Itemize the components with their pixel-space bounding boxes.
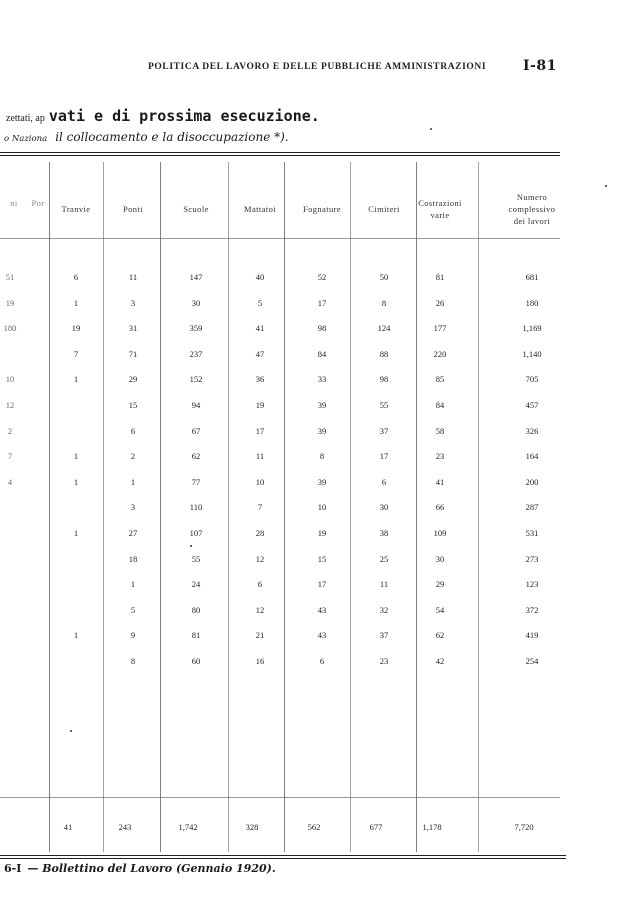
total-cell: 328: [245, 822, 259, 832]
table-cell: 1: [73, 476, 79, 487]
left-cut-header: Por: [31, 198, 45, 208]
table-cell: 1,140: [522, 348, 542, 359]
table-cell: 37: [379, 630, 389, 641]
table-cell: 29: [128, 374, 138, 385]
table-cell: 85: [435, 374, 445, 385]
column-header: Ponti: [123, 204, 143, 214]
table-cell: 15: [317, 553, 327, 564]
table-cell: 39: [317, 425, 327, 436]
total-cell: 7,720: [514, 822, 534, 832]
table-cell: 98: [379, 374, 389, 385]
table-cell: 62: [435, 630, 445, 641]
table-cell: 17: [317, 297, 327, 308]
table-cell: 254: [525, 656, 539, 666]
table-cell: 10: [255, 476, 265, 487]
table-cell: 19: [255, 400, 265, 410]
table-cell: 531: [525, 528, 539, 538]
table-cell: 147: [189, 272, 203, 282]
table-title: [6, 107, 320, 125]
column-header: Mattatoi: [244, 204, 276, 214]
table-cell: 3: [130, 502, 136, 513]
table-cell: 110: [189, 502, 203, 513]
table-cell: 1: [130, 579, 136, 590]
table-cell: 77: [191, 476, 201, 487]
table-cell: 50: [379, 272, 389, 282]
table-cell: 7: [257, 502, 263, 513]
bottom-rule: [0, 855, 566, 856]
footer-text: — Bollettino del Lavoro (Gennaio 1920).: [27, 862, 276, 875]
table-cell: 10: [317, 502, 327, 513]
left-cut-cell: 2: [7, 425, 13, 436]
table-cell: 39: [317, 400, 327, 410]
table-cell: 30: [435, 553, 445, 564]
table-cell: 81: [191, 630, 201, 641]
table-cell: 8: [319, 451, 325, 462]
table-cell: 19: [317, 528, 327, 538]
table-cell: 6: [257, 579, 263, 590]
table-cell: 12: [255, 604, 265, 615]
table-cell: 37: [379, 425, 389, 436]
table-cell: 23: [379, 656, 389, 666]
ink-speck: [605, 185, 607, 187]
table-cell: 16: [255, 656, 265, 666]
table-cell: 1: [73, 451, 79, 462]
table-cell: 36: [255, 374, 265, 385]
table-cell: 1: [73, 374, 79, 385]
table-cell: 43: [317, 604, 327, 615]
bottom-rule-double: [0, 858, 566, 859]
table-cell: 5: [257, 297, 263, 308]
table-cell: 359: [189, 323, 203, 334]
table-cell: 62: [191, 451, 201, 462]
left-cut-cell: 10: [5, 374, 15, 385]
table-cell: 29: [435, 579, 445, 590]
table-cell: 84: [435, 400, 445, 410]
table-cell: 26: [435, 297, 445, 308]
table-cell: 19: [71, 323, 81, 334]
table-cell: 7: [73, 348, 79, 359]
total-cell: 243: [118, 822, 132, 832]
table-cell: 6: [319, 656, 325, 666]
column-header: Numero complessivo dei lavori: [508, 192, 556, 226]
header-rule: [0, 238, 560, 239]
footer-code: 6-I: [4, 862, 22, 875]
table-cell: 237: [189, 348, 203, 359]
ink-speck: [70, 730, 72, 732]
table-cell: 41: [435, 476, 445, 487]
table-cell: 220: [433, 348, 447, 359]
table-cell: 1: [73, 528, 79, 538]
table-cell: 164: [525, 451, 539, 462]
table-cell: 11: [128, 272, 138, 282]
left-cut-cell: 7: [7, 451, 13, 462]
total-cell: 1,178: [422, 822, 442, 832]
table-cell: 6: [130, 425, 136, 436]
table-cell: 372: [525, 604, 539, 615]
table-cell: 32: [379, 604, 389, 615]
table-cell: 200: [525, 476, 539, 487]
table-cell: 42: [435, 656, 445, 666]
table-cell: 17: [317, 579, 327, 590]
column-header: Costrazioni varie: [418, 198, 462, 220]
table-cell: 33: [317, 374, 327, 385]
table-cell: 38: [379, 528, 389, 538]
column-header: Tranvie: [61, 204, 91, 214]
table-cell: 1: [130, 476, 136, 487]
table-cell: 52: [317, 272, 327, 282]
table-cell: 55: [191, 553, 201, 564]
table-cell: 21: [255, 630, 265, 641]
total-cell: 41: [63, 822, 73, 832]
ink-speck: [430, 128, 432, 130]
table-cell: 17: [379, 451, 389, 462]
table-cell: 107: [189, 528, 203, 538]
table-cell: 67: [191, 425, 201, 436]
table-cell: 457: [525, 400, 539, 410]
column-rule: [49, 162, 50, 852]
table-cell: 9: [130, 630, 136, 641]
totals-rule: [0, 797, 560, 798]
left-cut-cell: 12: [5, 400, 15, 410]
table-cell: 40: [255, 272, 265, 282]
table-cell: 58: [435, 425, 445, 436]
table-cell: 24: [191, 579, 201, 590]
table-cell: 11: [379, 579, 389, 590]
table-subtitle: [4, 130, 289, 144]
table-cell: 177: [433, 323, 447, 334]
title-text: vati e di prossima esecuzione.: [48, 107, 320, 125]
table-cell: 88: [379, 348, 389, 359]
table-cell: 12: [255, 553, 265, 564]
table-cell: 6: [381, 476, 387, 487]
table-cell: 25: [379, 553, 389, 564]
table-cell: 326: [525, 425, 539, 436]
page-number: I-81: [523, 58, 557, 74]
table-cell: 54: [435, 604, 445, 615]
table-cell: 80: [191, 604, 201, 615]
subtitle-text: il collocamento e la disoccupazione *).: [55, 130, 289, 144]
table-cell: 28: [255, 528, 265, 538]
table-cell: 705: [525, 374, 539, 385]
table-cell: 17: [255, 425, 265, 436]
table-cell: 1,169: [522, 323, 542, 334]
table-cell: 66: [435, 502, 445, 513]
footer-citation: [4, 862, 276, 875]
title-cut-fragment: zettati, ap: [6, 113, 45, 124]
table-cell: 152: [189, 374, 203, 385]
total-cell: 562: [307, 822, 321, 832]
total-cell: 677: [369, 822, 383, 832]
table-cell: 94: [191, 400, 201, 410]
left-cut-cell: 51: [5, 272, 15, 282]
column-header: Fognature: [302, 204, 342, 214]
table-cell: 8: [130, 656, 136, 666]
table-cell: 31: [128, 323, 138, 334]
table-cell: 18: [128, 553, 138, 564]
left-cut-cell: 19: [5, 297, 15, 308]
table-cell: 681: [525, 272, 539, 282]
table-cell: 43: [317, 630, 327, 641]
left-cut-header: ni: [10, 198, 18, 208]
table-cell: 23: [435, 451, 445, 462]
table-cell: 55: [379, 400, 389, 410]
table-cell: 27: [128, 528, 138, 538]
table-cell: 1: [73, 630, 79, 641]
table-cell: 60: [191, 656, 201, 666]
table-cell: 11: [255, 451, 265, 462]
column-header: Scuole: [183, 204, 209, 214]
table-cell: 30: [379, 502, 389, 513]
table-cell: 71: [128, 348, 138, 359]
table-cell: 180: [525, 297, 539, 308]
table-cell: 1: [73, 297, 79, 308]
table-cell: 123: [525, 579, 539, 590]
table-cell: 419: [525, 630, 539, 641]
table-cell: 30: [191, 297, 201, 308]
table-cell: 6: [73, 272, 79, 282]
table-cell: 287: [525, 502, 539, 513]
table-cell: 15: [128, 400, 138, 410]
table-cell: 3: [130, 297, 136, 308]
table-cell: 273: [525, 553, 539, 564]
column-rule: [478, 162, 479, 852]
ink-speck: [190, 545, 192, 547]
table-cell: 84: [317, 348, 327, 359]
left-cut-cell: 4: [7, 476, 13, 487]
table-cell: 47: [255, 348, 265, 359]
top-rule: [0, 152, 560, 153]
table-cell: 39: [317, 476, 327, 487]
table-cell: 2: [130, 451, 136, 462]
column-rule: [103, 162, 104, 852]
table-cell: 41: [255, 323, 265, 334]
column-header: Cimiteri: [368, 204, 400, 214]
table-cell: 5: [130, 604, 136, 615]
table-cell: 8: [381, 297, 387, 308]
subtitle-cut-fragment: o Naziona: [4, 134, 48, 144]
left-cut-cell: 180: [3, 323, 17, 334]
total-cell: 1,742: [178, 822, 198, 832]
table-cell: 109: [433, 528, 447, 538]
top-rule-double: [0, 155, 560, 156]
table-cell: 81: [435, 272, 445, 282]
running-title: POLITICA DEL LAVORO E DELLE PUBBLICHE AMMINISTRAZIONI: [148, 62, 487, 72]
table-cell: 98: [317, 323, 327, 334]
table-cell: 124: [377, 323, 391, 334]
